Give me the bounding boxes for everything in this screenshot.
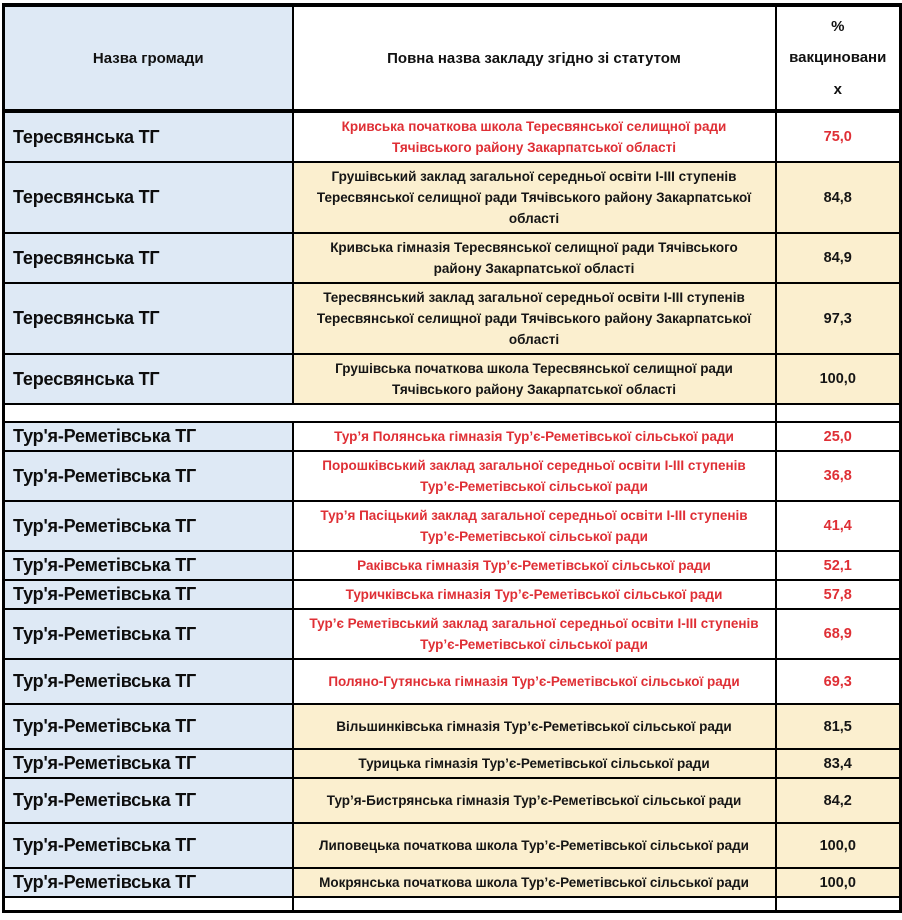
community-cell: Тересвянська ТГ [4, 233, 293, 283]
header-row [4, 5, 901, 111]
school-name-cell: Грушівський заклад загальної середньої освіти І-ІІІ ступенів Тересвянської селищної ради Тячівського району Закарпатської області [293, 162, 776, 233]
table-row [4, 749, 901, 778]
percent-vaccinated-cell: 81,5 [776, 704, 901, 749]
table-row [4, 868, 901, 897]
percent-vaccinated-cell: 75,0 [776, 111, 901, 162]
percent-vaccinated-cell: 36,8 [776, 451, 901, 501]
community-cell: Тур'я-Реметівська ТГ [4, 451, 293, 501]
school-name-cell: Туричківська гімназія Тур’є-Реметівської сільської ради [293, 580, 776, 609]
table-row [4, 451, 901, 501]
school-name-cell: Поляно-Гутянська гімназія Тур’є-Реметівської сільської ради [293, 659, 776, 704]
community-cell: Тур'я-Реметівська ТГ [4, 580, 293, 609]
partial-cell [776, 897, 901, 911]
header-community: Назва громади [4, 5, 293, 111]
community-cell: Тур'я-Реметівська ТГ [4, 422, 293, 451]
school-name-cell: Турицька гімназія Тур’є-Реметівської сільської ради [293, 749, 776, 778]
table-row [4, 551, 901, 580]
community-cell: Тур'я-Реметівська ТГ [4, 868, 293, 897]
school-name-cell: Мокрянська початкова школа Тур’є-Реметівської сільської ради [293, 868, 776, 897]
percent-vaccinated-cell: 97,3 [776, 283, 901, 354]
community-cell: Тур'я-Реметівська ТГ [4, 823, 293, 868]
school-name-cell: Тересвянський заклад загальної середньої освіти І-ІІІ ступенів Тересвянської селищної ради Тячівського району Закарпатської області [293, 283, 776, 354]
community-cell: Тур'я-Реметівська ТГ [4, 778, 293, 823]
percent-vaccinated-cell: 84,9 [776, 233, 901, 283]
school-name-cell: Вільшинківська гімназія Тур’є-Реметівської сільської ради [293, 704, 776, 749]
table-row [4, 778, 901, 823]
community-cell: Тересвянська ТГ [4, 162, 293, 233]
percent-vaccinated-cell: 100,0 [776, 354, 901, 404]
community-cell: Тур'я-Реметівська ТГ [4, 749, 293, 778]
table-header [4, 5, 901, 111]
percent-vaccinated-cell: 83,4 [776, 749, 901, 778]
percent-vaccinated-cell: 52,1 [776, 551, 901, 580]
header-school: Повна назва закладу згідно зі статутом [293, 5, 776, 111]
community-cell: Тур'я-Реметівська ТГ [4, 704, 293, 749]
header-percent-vaccinated: % вакцинованих [776, 5, 901, 111]
partial-cell [293, 897, 776, 911]
partial-cutoff-row [4, 897, 901, 911]
table-row [4, 580, 901, 609]
table-row [4, 162, 901, 233]
table-row [4, 704, 901, 749]
percent-vaccinated-cell: 69,3 [776, 659, 901, 704]
school-name-cell: Липовецька початкова школа Тур’є-Реметівської сільської ради [293, 823, 776, 868]
spacer-cell [4, 404, 776, 422]
table-row [4, 659, 901, 704]
school-name-cell: Кривська гімназія Тересвянської селищної ради Тячівського району Закарпатської області [293, 233, 776, 283]
partial-cell [4, 897, 293, 911]
school-name-cell: Грушівська початкова школа Тересвянської селищної ради Тячівського району Закарпатської області [293, 354, 776, 404]
table-body [4, 111, 901, 911]
community-cell: Тур'я-Реметівська ТГ [4, 551, 293, 580]
vaccination-table [2, 3, 902, 913]
school-name-cell: Тур’я-Бистрянська гімназія Тур’є-Реметівської сільської ради [293, 778, 776, 823]
percent-vaccinated-cell: 100,0 [776, 823, 901, 868]
school-name-cell: Тур’я Пасіцький заклад загальної середньої освіти І-ІІІ ступенів Тур’є-Реметівської сільської ради [293, 501, 776, 551]
percent-vaccinated-cell: 100,0 [776, 868, 901, 897]
table-row [4, 609, 901, 659]
community-cell: Тур'я-Реметівська ТГ [4, 659, 293, 704]
table-row [4, 233, 901, 283]
percent-vaccinated-cell: 25,0 [776, 422, 901, 451]
community-cell: Тур'я-Реметівська ТГ [4, 501, 293, 551]
table-row [4, 422, 901, 451]
percent-vaccinated-cell: 68,9 [776, 609, 901, 659]
percent-vaccinated-cell: 57,8 [776, 580, 901, 609]
spacer-row [4, 404, 901, 422]
spacer-cell [776, 404, 901, 422]
table-row [4, 283, 901, 354]
table-row [4, 823, 901, 868]
school-name-cell: Кривська початкова школа Тересвянської селищної ради Тячівського району Закарпатської області [293, 111, 776, 162]
community-cell: Тересвянська ТГ [4, 283, 293, 354]
school-name-cell: Раківська гімназія Тур’є-Реметівської сільської ради [293, 551, 776, 580]
percent-vaccinated-cell: 84,2 [776, 778, 901, 823]
community-cell: Тересвянська ТГ [4, 354, 293, 404]
percent-vaccinated-cell: 41,4 [776, 501, 901, 551]
table-row [4, 501, 901, 551]
table-row [4, 354, 901, 404]
community-cell: Тересвянська ТГ [4, 111, 293, 162]
school-name-cell: Тур’є Реметівський заклад загальної середньої освіти І-ІІІ ступенів Тур’є-Реметівської сільської ради [293, 609, 776, 659]
table-row [4, 111, 901, 162]
community-cell: Тур'я-Реметівська ТГ [4, 609, 293, 659]
school-name-cell: Порошківський заклад загальної середньої освіти І-ІІІ ступенів Тур’є-Реметівської сільської ради [293, 451, 776, 501]
school-name-cell: Тур’я Полянська гімназія Тур’є-Реметівської сільської ради [293, 422, 776, 451]
percent-vaccinated-cell: 84,8 [776, 162, 901, 233]
